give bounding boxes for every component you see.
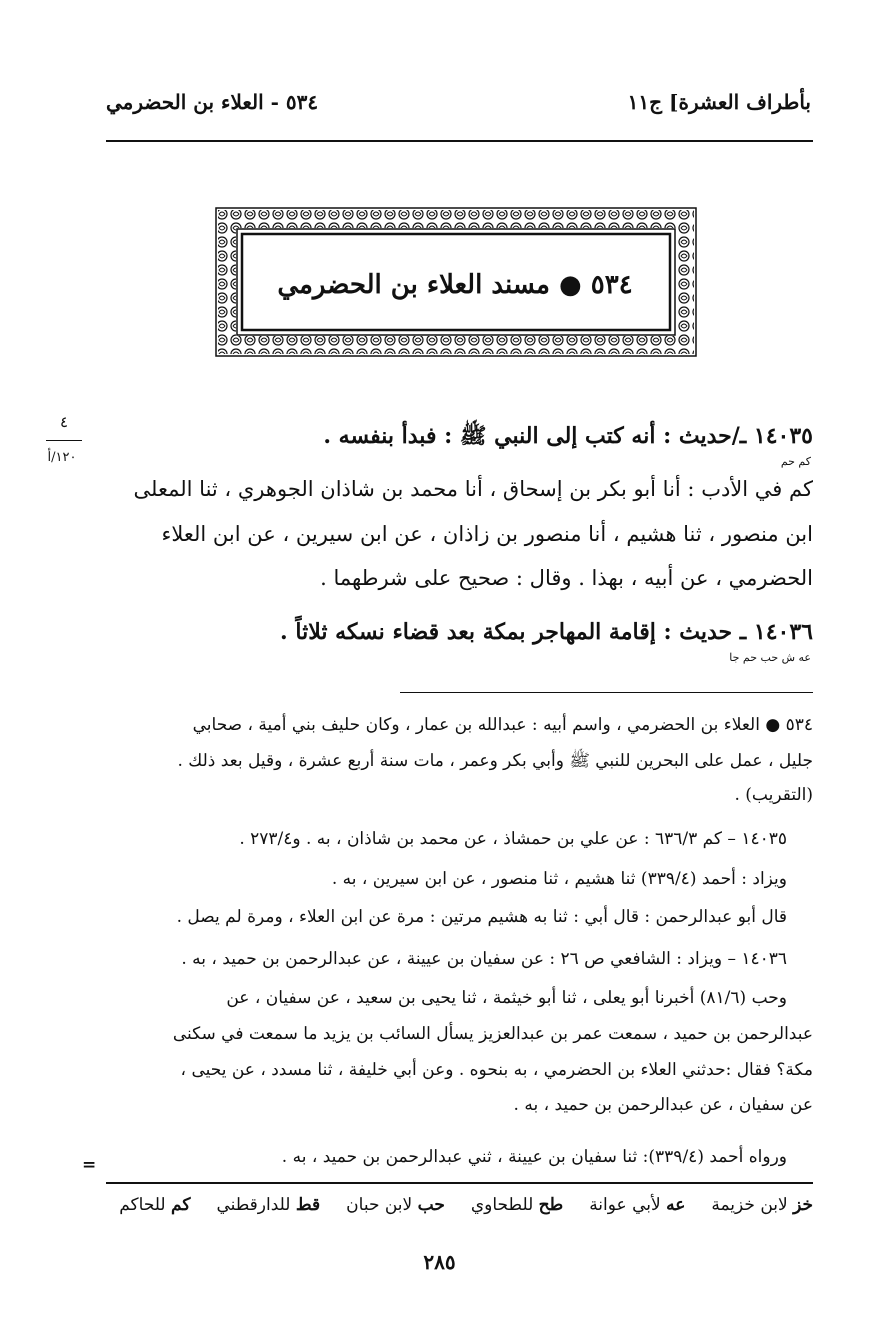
- footnote-line: عبدالرحمن بن حميد ، سمعت عمر بن عبدالعزيز يسأل السائب بن يزيد ما سمعت في سكنى: [172, 1024, 813, 1044]
- footnote-rule: [400, 692, 813, 693]
- hadith-sigla-14035: كم حم: [780, 455, 811, 468]
- hadith-heading-14036: ١٤٠٣٦ ـ حديث : إقامة المهاجر بمكة بعد قضاء نسكه ثلاثاً .: [280, 619, 813, 645]
- hadith-sigla-14036: عه ش حب حم جا: [729, 651, 811, 664]
- abbreviation-item: حب لابن حبان: [346, 1195, 445, 1215]
- page-number: ٢٨٥: [423, 1250, 456, 1274]
- footnote-line: ويزاد : أحمد (٣٣٩/٤) ثنا هشيم ، ثنا منصور ، عن ابن سيرين ، به .: [331, 869, 787, 889]
- footnote-line: عن سفيان ، عن عبدالرحمن بن حميد ، به .: [513, 1095, 813, 1115]
- margin-note-rule: [46, 440, 82, 441]
- hadith-heading-14035: ١٤٠٣٥ ـ/حديث : أنه كتب إلى النبي ﷺ : فبدأ بنفسه .: [323, 423, 813, 449]
- footnote-line: وحب (٨١/٦) أخبرنا أبو يعلى ، ثنا أبو خيثمة ، ثنا يحيى بن سعيد ، عن سفيان ، عن: [226, 988, 787, 1008]
- hadith-text-line: الحضرمي ، عن أبيه ، بهذا . وقال : صحيح على شرطهما .: [320, 566, 813, 590]
- abbreviations-rule: [106, 1182, 813, 1184]
- footnote-line: ١٤٠٣٦ – ويزاد : الشافعي ص ٢٦ : عن سفيان بن عيينة ، عن عبدالرحمن بن حميد ، به .: [181, 949, 787, 969]
- abbreviations-key: [119, 1195, 813, 1215]
- footnote-line: ١٤٠٣٥ – كم ٦٣٦/٣ : عن علي بن حمشاذ ، عن محمد بن شاذان ، به . و٢٧٣/٤ .: [239, 829, 787, 849]
- footnote-line: مكة؟ فقال :حدثني العلاء بن الحضرمي ، به بنحوه . وعن أبي خليفة ، ثنا مسدد ، عن يحيى ،: [180, 1060, 813, 1080]
- hadith-text-line: كم في الأدب : أنا أبو بكر بن إسحاق ، أنا محمد بن شاذان الجوهري ، ثنا المعلى: [133, 477, 813, 501]
- abbreviation-item: عه لأبي عوانة: [589, 1195, 686, 1215]
- hadith-text-line: ابن منصور ، ثنا هشيم ، أنا منصور بن زاذان ، عن ابن سيرين ، عن ابن العلاء: [161, 522, 813, 546]
- running-header-book: بأطراف العشرة] ج١١: [627, 90, 811, 114]
- footnote-line: جليل ، عمل على البحرين للنبي ﷺ وأبي بكر وعمر ، مات سنة أربع عشرة ، وقيل بعد ذلك .: [177, 751, 813, 771]
- footnote-line: قال أبو عبدالرحمن : قال أبي : ثنا به هشيم مرتين : مرة عن ابن العلاء ، ومرة لم يصل .: [176, 907, 787, 927]
- footnote-line: ورواه أحمد (٣٣٩/٤): ثنا سفيان بن عيينة ، ثني عبدالرحمن بن حميد ، به .: [281, 1147, 787, 1167]
- margin-volume-number: ٤: [59, 413, 69, 431]
- abbreviation-item: خز لابن خزيمة: [711, 1195, 813, 1215]
- margin-folio-ref: ١٢٠/أ: [47, 450, 77, 465]
- abbreviation-item: قط للدارقطني: [216, 1195, 321, 1215]
- footnote-line: ٥٣٤ ● العلاء بن الحضرمي ، واسم أبيه : عبدالله بن عمار ، وكان حليف بني أمية ، صحابي: [192, 715, 813, 735]
- continuation-mark: =: [82, 1155, 97, 1175]
- abbreviation-item: طح للطحاوي: [470, 1195, 564, 1215]
- abbreviation-item: كم للحاكم: [119, 1195, 191, 1215]
- section-title: ٥٣٤ ● مسند العلاء بن الحضرمي: [277, 270, 633, 300]
- header-rule: [106, 140, 813, 142]
- footnote-line: (التقريب) .: [734, 785, 813, 805]
- running-header-chapter: ٥٣٤ - العلاء بن الحضرمي: [106, 90, 319, 114]
